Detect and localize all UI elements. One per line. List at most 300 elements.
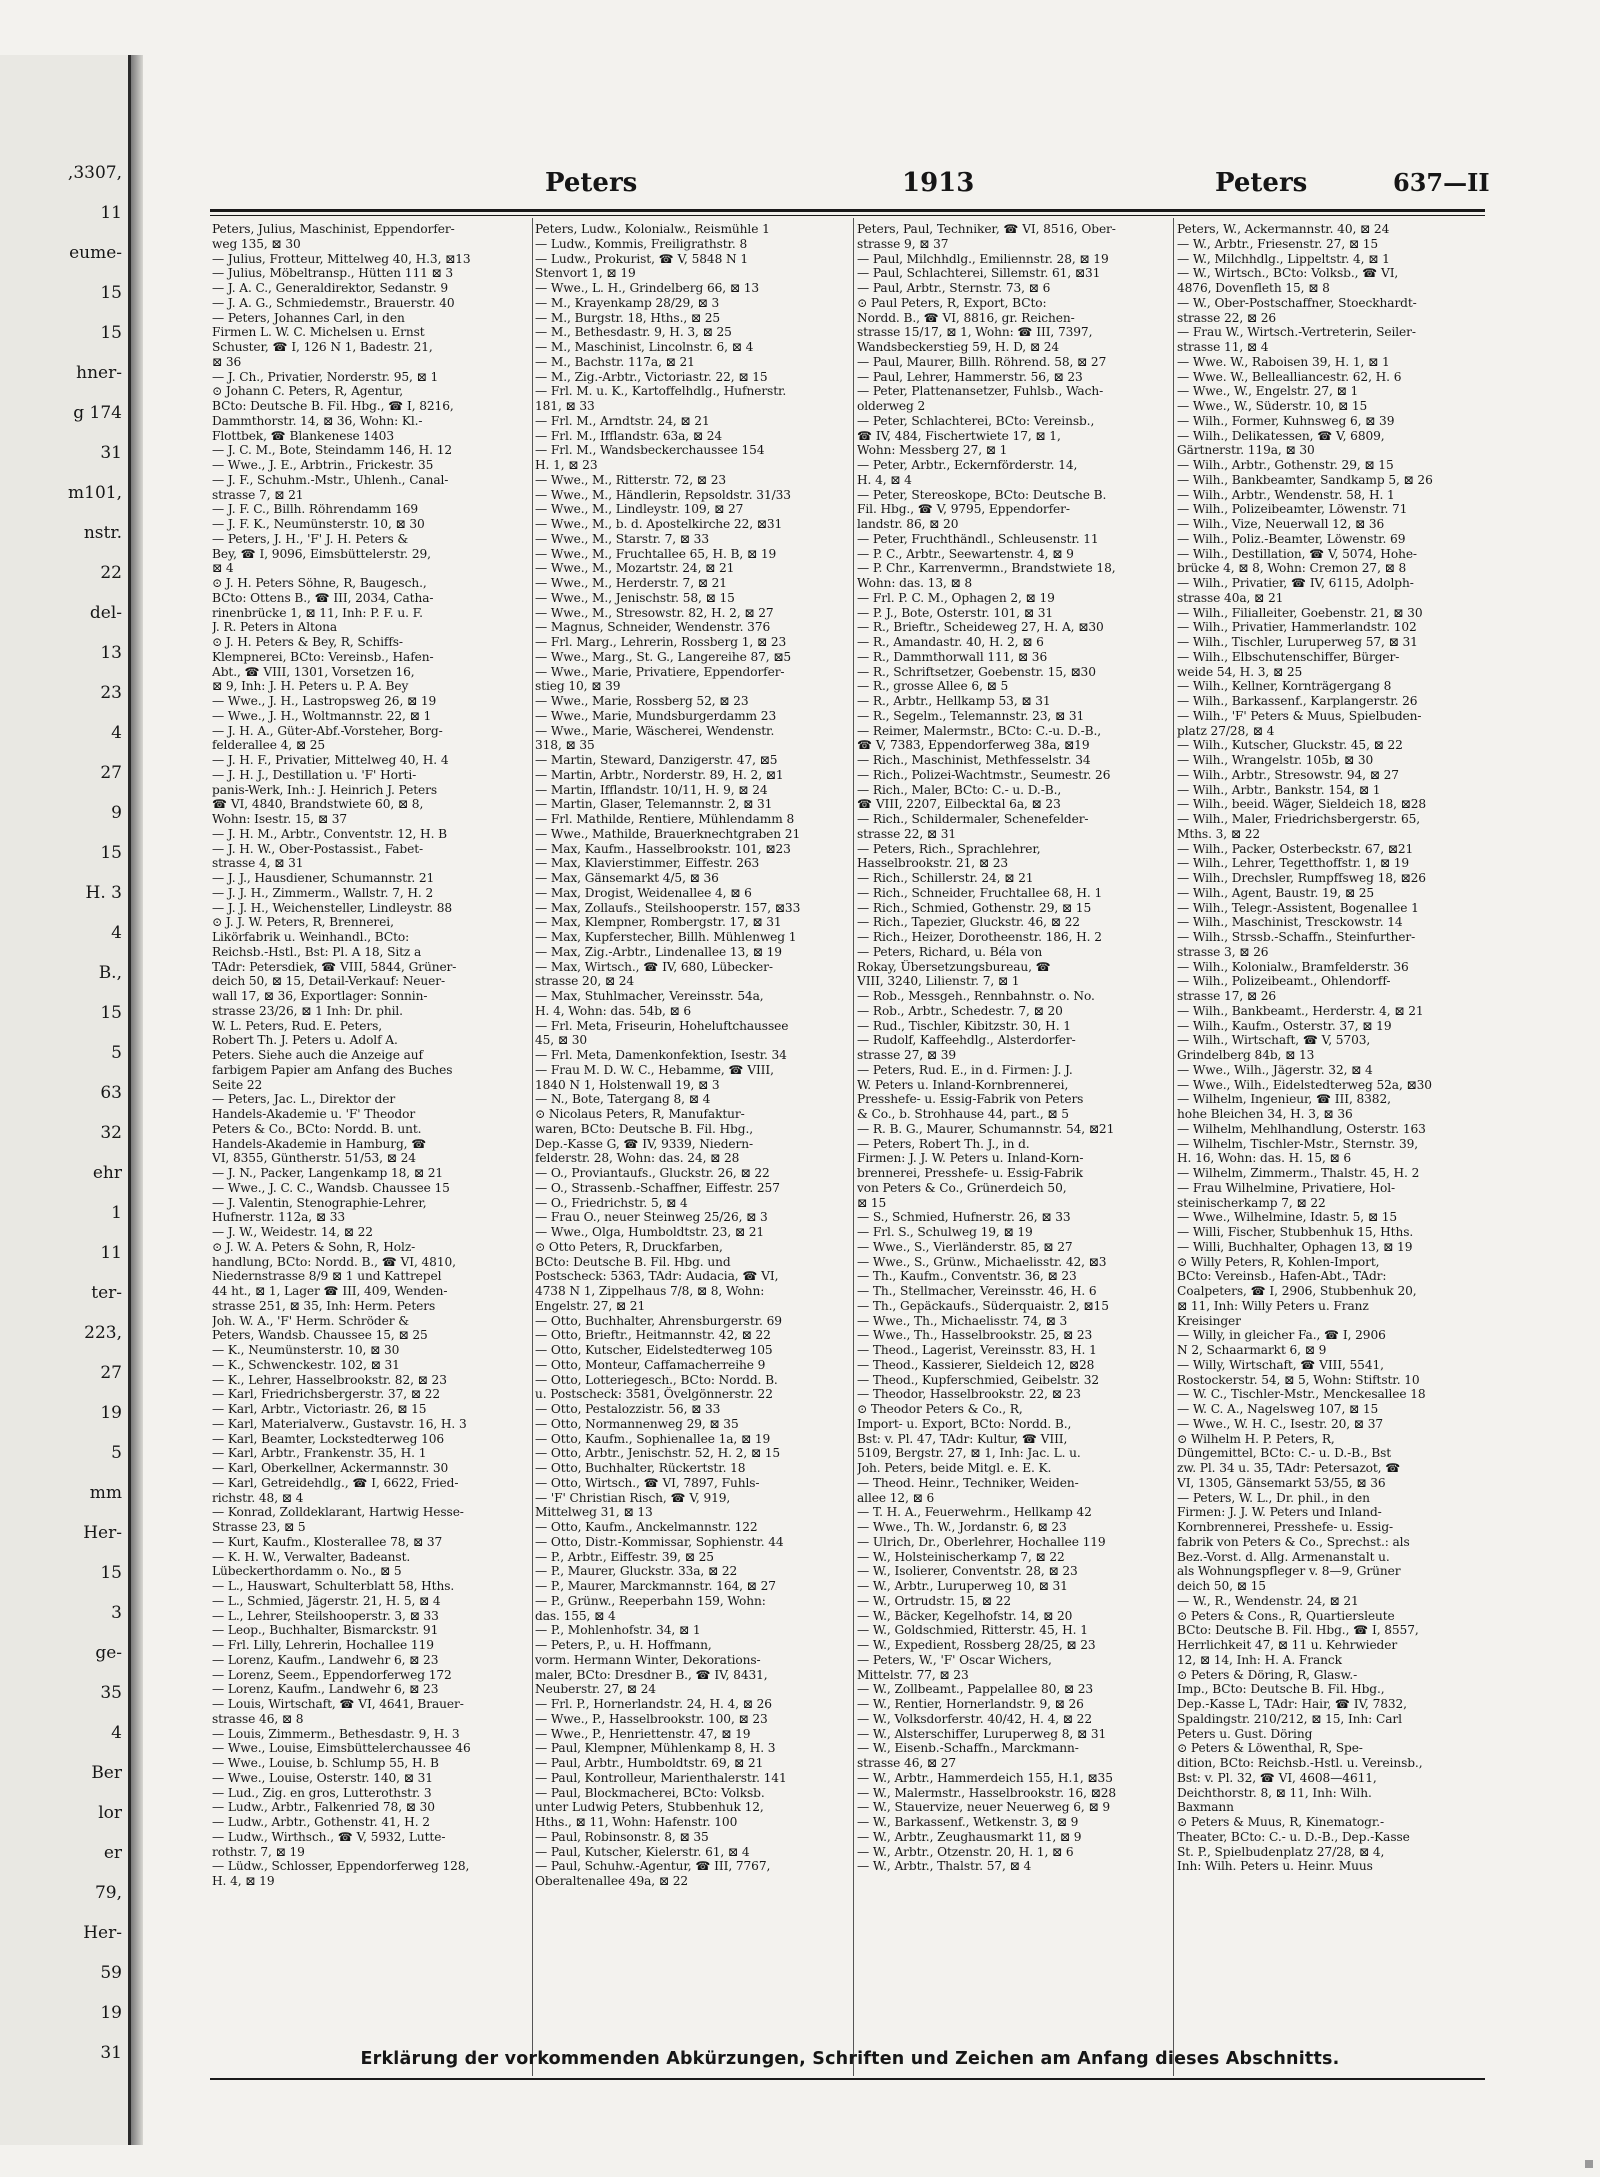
directory-entry-line: — Wilh., Wirtschaft, ☎ V, 5703, [1177, 1033, 1371, 1048]
directory-entry-line: — P. J., Bote, Osterstr. 101, ⊠ 31 [857, 605, 1054, 620]
directory-entry-line: — Otto, Wirtsch., ☎ VI, 7897, Fuhls- [535, 1475, 760, 1490]
directory-entry-line: Peters, Ludw., Kolonialw., Reismühle 1 [535, 222, 770, 236]
directory-entry-line: BCto: Deutsche B. Fil. Hbg., ☎ I, 8557, [1177, 1623, 1419, 1638]
directory-entry-line: — Karl, Materialverw., Gustavstr. 16, H. 3 [212, 1416, 467, 1431]
directory-entry-line: — Wilh., Packer, Osterbeckstr. 67, ⊠21 [1177, 841, 1414, 856]
directory-entry-line: weg 135, ⊠ 30 [212, 236, 301, 251]
header-rule [210, 209, 1485, 212]
directory-entry-line: — Frl. M., Arndtstr. 24, ⊠ 21 [535, 413, 710, 428]
directory-column-1 [212, 222, 527, 1889]
directory-entry-line: — Peter, Stereoskope, BCto: Deutsche B. [857, 487, 1107, 502]
directory-entry-line: — Rich., Schildermaler, Schenefelder- [857, 812, 1089, 826]
directory-entry-line: TAdr: Petersdiek, ☎ VIII, 5844, Grüner- [212, 959, 457, 974]
directory-entry-line: — Wilh., Poliz.-Beamter, Löwenstr. 69 [1177, 531, 1406, 546]
directory-entry-line: strasse 11, ⊠ 4 [1177, 340, 1269, 354]
directory-entry-line: — Karl, Arbtr., Victoriastr. 26, ⊠ 15 [212, 1402, 427, 1416]
directory-entry-line: Peters. Siehe auch die Anzeige auf [212, 1048, 423, 1062]
directory-entry-line: & Co., b. Strohhause 44, part., ⊠ 5 [857, 1107, 1069, 1121]
directory-entry-line: ⊠ 11, Inh: Willy Peters u. Franz [1177, 1298, 1369, 1313]
directory-entry-line: H. 4, ⊠ 4 [857, 472, 912, 487]
directory-entry-line: — R. B. G., Maurer, Schumannstr. 54, ⊠21 [857, 1121, 1115, 1136]
directory-entry-line: — Wwe., Th., Hasselbrookstr. 25, ⊠ 23 [857, 1328, 1093, 1343]
directory-entry-line: — Theod., Lagerist, Vereinsstr. 83, H. 1 [857, 1343, 1097, 1357]
directory-entry-line: — Frl. Meta, Friseurin, Hoheluftchaussee [535, 1018, 789, 1033]
directory-entry-line: — Wwe., W., Engelstr. 27, ⊠ 1 [1177, 384, 1359, 399]
directory-entry-line: ⊙ Otto Peters, R, Druckfarben, [535, 1239, 723, 1254]
directory-entry-line: — W., Milchhdlg., Lippeltstr. 4, ⊠ 1 [1177, 251, 1390, 266]
directory-entry-line: wall 17, ⊠ 36, Exportlager: Sonnin- [212, 989, 428, 1003]
directory-entry-line: Neuberstr. 27, ⊠ 24 [535, 1682, 656, 1697]
directory-entry-line: — Peters, Richard, u. Béla von [857, 944, 1043, 959]
directory-entry-line: strasse 7, ⊠ 21 [212, 487, 304, 502]
directory-entry-line: Abt., ☎ VIII, 1301, Vorsetzen 16, [212, 664, 415, 679]
directory-entry-line: — Willi, Fischer, Stubbenhuk 15, Hths. [1177, 1225, 1414, 1239]
directory-entry-line: — Wilhelm, Zimmerm., Thalstr. 45, H. 2 [1177, 1166, 1420, 1180]
directory-entry-line: ⊠ 36 [212, 354, 242, 369]
directory-entry-line: — M., Maschinist, Lincolnstr. 6, ⊠ 4 [535, 340, 754, 354]
directory-entry-line: — Wwe., Marie, Wäscherei, Wendenstr. [535, 723, 775, 738]
directory-entry-line: Nordd. B., ☎ VI, 8816, gr. Reichen- [857, 310, 1075, 325]
directory-entry-line: Wohn: Isestr. 15, ⊠ 37 [212, 812, 348, 826]
directory-entry-line: — W., R., Wendenstr. 24, ⊠ 21 [1177, 1593, 1359, 1608]
directory-entry-line: — Wwe., Wilhelmine, Idastr. 5, ⊠ 15 [1177, 1210, 1398, 1225]
directory-entry-line: — Ludw., Arbtr., Gothenstr. 41, H. 2 [212, 1815, 430, 1829]
directory-entry-line: — Frl. Meta, Damenkonfektion, Isestr. 34 [535, 1048, 787, 1062]
directory-entry-line: 4738 N 1, Zippelhaus 7/8, ⊠ 8, Wohn: [535, 1284, 765, 1298]
directory-entry-line: Firmen: J. J. W. Peters u. Inland-Korn- [857, 1151, 1084, 1166]
directory-entry-line: ⊙ Peters & Cons., R, Quartiersleute [1177, 1608, 1395, 1623]
directory-column-3 [857, 222, 1172, 1874]
directory-entry-line: — Leop., Buchhalter, Bismarckstr. 91 [212, 1623, 439, 1638]
directory-entry-line: — J. F., Schuhm.-Mstr., Uhlenh., Canal- [212, 472, 449, 487]
directory-entry-line: BCto: Ottens B., ☎ III, 2034, Catha- [212, 590, 434, 605]
directory-entry-line: Mittelweg 31, ⊠ 13 [535, 1505, 653, 1520]
page-corner-mark [1585, 2160, 1593, 2168]
directory-entry-line: — J. A. G., Schmiedemstr., Brauerstr. 40 [212, 295, 455, 310]
directory-entry-line: landstr. 86, ⊠ 20 [857, 517, 959, 531]
facing-page-fragment: 22 [100, 563, 122, 583]
directory-entry-line: — Wilh., Agent, Baustr. 19, ⊠ 25 [1177, 885, 1375, 900]
directory-entry-line: — Wwe., M., Jenischstr. 58, ⊠ 15 [535, 590, 735, 605]
directory-entry-line: — Paul, Blockmacherei, BCto: Volksb. [535, 1785, 765, 1800]
directory-entry-line: — Ludw., Prokurist, ☎ V, 5848 N 1 [535, 251, 748, 266]
facing-page-fragment: 15 [100, 1563, 122, 1583]
directory-entry-line: — Frau M. D. W. C., Hebamme, ☎ VIII, [535, 1062, 774, 1077]
directory-entry-line: 4876, Dovenfleth 15, ⊠ 8 [1177, 281, 1330, 295]
directory-entry-line: VI, 1305, Gänsemarkt 53/55, ⊠ 36 [1177, 1475, 1386, 1490]
directory-entry-line: — W., Ortrudstr. 15, ⊠ 22 [857, 1593, 1012, 1608]
directory-entry-line: ⊙ Wilhelm H. P. Peters, R, [1177, 1431, 1335, 1446]
directory-entry-line: Joh. W. A., 'F' Herm. Schröder & [212, 1313, 409, 1328]
directory-entry-line: — Theod., Kupferschmied, Geibelstr. 32 [857, 1372, 1100, 1387]
directory-entry-line: — K., Lehrer, Hasselbrookstr. 82, ⊠ 23 [212, 1372, 447, 1387]
facing-page-fragment: 9 [111, 803, 122, 823]
directory-entry-line: — J. J. H., Zimmerm., Wallstr. 7, H. 2 [212, 885, 434, 900]
directory-entry-line: Wohn: Messberg 27, ⊠ 1 [857, 443, 1008, 458]
directory-entry-line: ☎ V, 7383, Eppendorferweg 38a, ⊠19 [857, 738, 1090, 753]
directory-entry-line: — Rob., Messgeh., Rennbahnstr. o. No. [857, 989, 1095, 1003]
directory-entry-line: Bst: v. Pl. 32, ☎ VI, 4608—4611, [1177, 1770, 1377, 1785]
directory-entry-line: — W., Arbtr., Otzenstr. 20, H. 1, ⊠ 6 [857, 1844, 1074, 1859]
directory-entry-line: — R., Brieftr., Scheideweg 27, H. A, ⊠30 [857, 620, 1104, 635]
directory-entry-line: — Wilh., Polizeibeamt., Ohlendorff- [1177, 974, 1391, 989]
directory-entry-line: ⊙ J. J. W. Peters, R, Brennerei, [212, 915, 394, 930]
directory-entry-line: — Th., Kaufm., Conventstr. 36, ⊠ 23 [857, 1269, 1077, 1284]
directory-entry-line: — Wwe., Marg., St. G., Langereihe 87, ⊠5 [535, 649, 792, 664]
directory-entry-line: Joh. Peters, beide Mitgl. e. E. K. [857, 1461, 1052, 1475]
facing-page-fragment: eume- [69, 243, 122, 263]
directory-entry-line: — Peter, Fruchthändl., Schleusenstr. 11 [857, 531, 1099, 546]
directory-entry-line: 318, ⊠ 35 [535, 738, 595, 753]
directory-entry-line: — O., Strassenb.-Schaffner, Eiffestr. 257 [535, 1180, 780, 1195]
directory-entry-line: brücke 4, ⊠ 8, Wohn: Cremon 27, ⊠ 8 [1177, 561, 1407, 576]
directory-entry-line: Hasselbrookstr. 21, ⊠ 23 [857, 856, 1009, 871]
directory-entry-line: — Paul, Lehrer, Hammerstr. 56, ⊠ 23 [857, 369, 1083, 384]
directory-entry-line: — Ludw., Kommis, Freiligrathstr. 8 [535, 236, 748, 251]
directory-entry-line: — Paul, Kontrolleur, Marienthalerstr. 141 [535, 1770, 787, 1785]
directory-entry-line: — Louis, Zimmerm., Bethesdastr. 9, H. 3 [212, 1726, 460, 1741]
directory-entry-line: — Frau O., neuer Steinweg 25/26, ⊠ 3 [535, 1210, 768, 1225]
directory-entry-line: — Peters, Jac. L., Direktor der [212, 1092, 396, 1107]
directory-entry-line: — W., Expedient, Rossberg 28/25, ⊠ 23 [857, 1638, 1096, 1652]
directory-entry-line: — O., Friedrichstr. 5, ⊠ 4 [535, 1195, 688, 1210]
directory-entry-line: Rokay, Übersetzungsbureau, ☎ [857, 959, 1051, 974]
directory-entry-line: — R., Dammthorwall 111, ⊠ 36 [857, 649, 1048, 664]
directory-entry-line: strasse 22, ⊠ 26 [1177, 310, 1277, 325]
directory-entry-line: — Wwe., J. H., Woltmannstr. 22, ⊠ 1 [212, 708, 432, 723]
directory-entry-line: — Wwe., P., Hasselbrookstr. 100, ⊠ 23 [535, 1711, 768, 1726]
directory-entry-line: — W., Volksdorferstr. 40/42, H. 4, ⊠ 22 [857, 1711, 1092, 1726]
directory-entry-line: waren, BCto: Deutsche B. Fil. Hbg., [535, 1121, 753, 1136]
directory-entry-line: — 'F' Christian Risch, ☎ V, 919, [535, 1490, 731, 1505]
directory-entry-line: — Wilh., Bankbeamt., Herderstr. 4, ⊠ 21 [1177, 1003, 1424, 1018]
directory-entry-line: — Wwe. W., Bellealliancestr. 62, H. 6 [1177, 369, 1402, 384]
directory-entry-line: — K. H. W., Verwalter, Badeanst. [212, 1549, 411, 1564]
facing-page-fragment: 13 [100, 643, 122, 663]
facing-page-fragment: 4 [111, 723, 122, 743]
directory-entry-line: — Wilh., Kolonialw., Bramfelderstr. 36 [1177, 959, 1409, 974]
directory-entry-line: — Wwe., P., Henriettenstr. 47, ⊠ 19 [535, 1726, 751, 1741]
facing-page-fragment: 11 [100, 1243, 122, 1263]
directory-entry-line: — Max, Wirtsch., ☎ IV, 680, Lübecker- [535, 959, 773, 974]
facing-page-fragment: 223, [84, 1323, 122, 1343]
facing-page-fragment: 59 [100, 1963, 122, 1983]
directory-entry-line: — Ludw., Arbtr., Falkenried 78, ⊠ 30 [212, 1800, 435, 1815]
directory-entry-line: strasse 40a, ⊠ 21 [1177, 590, 1284, 605]
directory-entry-line: — Wwe., Th., Michaelisstr. 74, ⊠ 3 [857, 1313, 1068, 1328]
directory-entry-line: Handels-Akademie u. 'F' Theodor [212, 1107, 416, 1121]
directory-entry-line: strasse 23/26, ⊠ 1 Inh: Dr. phil. [212, 1003, 403, 1018]
directory-entry-line: — Frl. P., Hornerlandstr. 24, H. 4, ⊠ 26 [535, 1697, 772, 1711]
directory-entry-line: — Wwe. W., Raboisen 39, H. 1, ⊠ 1 [1177, 354, 1390, 369]
directory-entry-line: — Otto, Normannenweg 29, ⊠ 35 [535, 1416, 739, 1431]
directory-entry-line: — Wilh., Vize, Neuerwall 12, ⊠ 36 [1177, 517, 1385, 531]
directory-entry-line: — W., Wirtsch., BCto: Volksb., ☎ VI, [1177, 266, 1399, 281]
directory-entry-line: Wohn: das. 13, ⊠ 8 [857, 576, 973, 590]
facing-page-fragment: 35 [100, 1683, 122, 1703]
directory-entry-line: 12, ⊠ 14, Inh: H. A. Franck [1177, 1652, 1342, 1667]
directory-entry-line: Fil. Hbg., ☎ V, 9795, Eppendorfer- [857, 502, 1070, 517]
directory-entry-line: ⊙ Johann C. Peters, R, Agentur, [212, 384, 404, 399]
directory-entry-line: deich 50, ⊠ 15, Detail-Verkauf: Neuer- [212, 974, 446, 989]
directory-entry-line: — Wwe., J. E., Arbtrin., Frickestr. 35 [212, 458, 434, 472]
directory-entry-line: strasse 3, ⊠ 26 [1177, 944, 1269, 959]
column-separator [532, 218, 533, 2076]
directory-entry-line: — Wilh., Arbtr., Wendenstr. 58, H. 1 [1177, 487, 1395, 502]
directory-entry-line: — Willi, Buchhalter, Ophagen 13, ⊠ 19 [1177, 1239, 1413, 1254]
page-header [200, 168, 1490, 208]
directory-entry-line: — Peters, Robert Th. J., in d. [857, 1136, 1030, 1151]
directory-entry-line: Bey, ☎ I, 9096, Eimsbüttelerstr. 29, [212, 546, 431, 561]
directory-entry-line: — W., Bäcker, Kegelhofstr. 14, ⊠ 20 [857, 1608, 1073, 1623]
directory-entry-line: — Otto, Buchhalter, Rückertstr. 18 [535, 1461, 746, 1475]
directory-entry-line: — Max, Klavierstimmer, Eiffestr. 263 [535, 856, 760, 871]
directory-entry-line: — Wwe., M., Lindleystr. 109, ⊠ 27 [535, 502, 744, 517]
directory-entry-line: — Wilh., Arbtr., Bankstr. 154, ⊠ 1 [1177, 782, 1381, 797]
facing-page-fragment: ge- [95, 1643, 122, 1663]
directory-entry-line: Herrlichkeit 47, ⊠ 11 u. Kehrwieder [1177, 1638, 1398, 1652]
directory-entry-line: — Rich., Tapezier, Gluckstr. 46, ⊠ 22 [857, 915, 1080, 930]
directory-entry-line: — Ulrich, Dr., Oberlehrer, Hochallee 119 [857, 1534, 1106, 1549]
directory-entry-line: strasse 15/17, ⊠ 1, Wohn: ☎ III, 7397, [857, 325, 1093, 340]
directory-entry-line: — W., Alsterschiffer, Luruperweg 8, ⊠ 31 [857, 1726, 1107, 1741]
directory-entry-line: — Julius, Frotteur, Mittelweg 40, H.3, ⊠13 [212, 251, 471, 266]
directory-entry-line: Theater, BCto: C.- u. D.-B., Dep.-Kasse [1177, 1829, 1410, 1844]
directory-entry-line: ⊙ Paul Peters, R, Export, BCto: [857, 295, 1047, 310]
directory-entry-line: hohe Bleichen 34, H. 3, ⊠ 36 [1177, 1107, 1353, 1121]
directory-entry-line: Mittelstr. 77, ⊠ 23 [857, 1667, 969, 1682]
directory-entry-line: — R., Schriftsetzer, Goebenstr. 15, ⊠30 [857, 664, 1096, 679]
directory-entry-line: — Frl. S., Schulweg 19, ⊠ 19 [857, 1225, 1033, 1239]
directory-entry-line: N 2, Schaarmarkt 6, ⊠ 9 [1177, 1343, 1327, 1357]
directory-entry-line: 45, ⊠ 30 [535, 1033, 588, 1048]
directory-entry-line: — Otto, Buchhalter, Ahrensburgerstr. 69 [535, 1313, 782, 1328]
directory-entry-line: — P., Maurer, Gluckstr. 33a, ⊠ 22 [535, 1564, 738, 1579]
facing-page-fragment: ,3307, [67, 163, 122, 183]
directory-entry-line: — Paul, Kutscher, Kielerstr. 61, ⊠ 4 [535, 1844, 750, 1859]
directory-entry-line: — J. N., Packer, Langenkamp 18, ⊠ 21 [212, 1166, 444, 1180]
directory-entry-line: rothstr. 7, ⊠ 19 [212, 1844, 305, 1859]
directory-entry-line: Import- u. Export, BCto: Nordd. B., [857, 1416, 1072, 1431]
directory-entry-line: — Wilh., Destillation, ☎ V, 5074, Hohe- [1177, 546, 1417, 561]
directory-entry-line: deich 50, ⊠ 15 [1177, 1579, 1266, 1593]
directory-entry-line: maler, BCto: Dresdner B., ☎ IV, 8431, [535, 1667, 768, 1682]
directory-entry-line: felderallee 4, ⊠ 25 [212, 738, 326, 753]
directory-entry-line: — W., Holsteinischerkamp 7, ⊠ 22 [857, 1549, 1065, 1564]
directory-entry-line: — Frl. Mathilde, Rentiere, Mühlendamm 8 [535, 812, 795, 826]
directory-entry-line: ☎ VI, 4840, Brandstwiete 60, ⊠ 8, [212, 797, 424, 812]
directory-entry-line: — W., Ober-Postschaffner, Stoeckhardt- [1177, 295, 1417, 310]
directory-entry-line: — Karl, Getreidehdlg., ☎ I, 6622, Fried- [212, 1475, 459, 1490]
directory-entry-line: — Otto, Distr.-Kommissar, Sophienstr. 44 [535, 1534, 784, 1549]
header-year: 1913 [902, 168, 975, 198]
directory-entry-line: VIII, 3240, Lilienstr. 7, ⊠ 1 [857, 974, 1020, 989]
directory-entry-line: VI, 8355, Güntherstr. 51/53, ⊠ 24 [212, 1151, 416, 1166]
facing-page-fragment: 23 [100, 683, 122, 703]
directory-entry-line: strasse 27, ⊠ 39 [857, 1048, 957, 1062]
directory-entry-line: — J. W., Weidestr. 14, ⊠ 22 [212, 1225, 373, 1239]
directory-entry-line: ⊠ 15 [857, 1195, 887, 1210]
directory-entry-line: — Lud., Zig. en gros, Lutterothstr. 3 [212, 1785, 432, 1800]
directory-entry-line: Dammthorstr. 14, ⊠ 36, Wohn: Kl.- [212, 413, 423, 428]
directory-entry-line: — W. C. A., Nagelsweg 107, ⊠ 15 [1177, 1402, 1379, 1416]
directory-entry-line: — Magnus, Schneider, Wendenstr. 376 [535, 620, 771, 635]
directory-entry-line: weide 54, H. 3, ⊠ 25 [1177, 664, 1303, 679]
directory-entry-line: — Rob., Arbtr., Schedestr. 7, ⊠ 20 [857, 1003, 1063, 1018]
directory-entry-line: — Wilh., Bankbeamter, Sandkamp 5, ⊠ 26 [1177, 472, 1433, 487]
directory-entry-line: Peters, W., Ackermannstr. 40, ⊠ 24 [1177, 222, 1390, 236]
directory-entry-line: — L., Lehrer, Steilshooperstr. 3, ⊠ 33 [212, 1608, 439, 1623]
directory-entry-line: strasse 9, ⊠ 37 [857, 236, 949, 251]
directory-entry-line: — Wilh., Kellner, Kornträgergang 8 [1177, 679, 1392, 694]
facing-page-fragment: 5 [111, 1443, 122, 1463]
directory-entry-line: ⊠ 4 [212, 561, 234, 576]
directory-entry-line: — Karl, Oberkellner, Ackermannstr. 30 [212, 1461, 449, 1475]
directory-entry-line: — Frl. Marg., Lehrerin, Rossberg 1, ⊠ 23 [535, 635, 787, 649]
facing-page-fragment: er [103, 1843, 122, 1863]
directory-entry-line: — Wwe., Th. W., Jordanstr. 6, ⊠ 23 [857, 1520, 1067, 1534]
directory-entry-line: allee 12, ⊠ 6 [857, 1490, 935, 1505]
directory-entry-line: — Max, Kaufm., Hasselbrookstr. 101, ⊠23 [535, 841, 791, 856]
directory-entry-line: — Max, Klempner, Rombergstr. 17, ⊠ 31 [535, 915, 782, 930]
directory-entry-line: W. L. Peters, Rud. E. Peters, [212, 1018, 383, 1033]
facing-page-fragment: 27 [100, 763, 122, 783]
directory-entry-line: 44 ht., ⊠ 1, Lager ☎ III, 409, Wenden- [212, 1284, 448, 1298]
directory-entry-line: — Rudolf, Kaffeehdlg., Alsterdorfer- [857, 1033, 1076, 1048]
directory-entry-line: — Lüdw., Schlosser, Eppendorferweg 128, [212, 1859, 470, 1874]
directory-entry-line: — Max, Stuhlmacher, Vereinsstr. 54a, [535, 989, 764, 1003]
directory-entry-line: — J. Valentin, Stenographie-Lehrer, [212, 1195, 427, 1210]
directory-entry-line: — M., Bethesdastr. 9, H. 3, ⊠ 25 [535, 325, 732, 340]
directory-entry-line: — Rich., Schillerstr. 24, ⊠ 21 [857, 871, 1034, 885]
directory-entry-line: — Rich., Maschinist, Methfesselstr. 34 [857, 753, 1091, 767]
book-gutter [131, 55, 143, 2145]
directory-entry-line: — Wilh., Telegr.-Assistent, Bogenallee 1 [1177, 900, 1419, 915]
directory-entry-line: — Wilh., Barkassenf., Karplangerstr. 26 [1177, 694, 1418, 708]
directory-entry-line: strasse 22, ⊠ 31 [857, 826, 957, 841]
directory-entry-line: — W. C., Tischler-Mstr., Menckesallee 18 [1177, 1387, 1426, 1402]
directory-entry-line: — Reimer, Malermstr., BCto: C.-u. D.-B., [857, 723, 1102, 738]
directory-entry-line: — Max, Kupferstecher, Billh. Mühlenweg 1 [535, 930, 797, 944]
directory-entry-line: — Frau W., Wirtsch.-Vertreterin, Seiler- [1177, 325, 1416, 340]
directory-entry-line: — P., Arbtr., Eiffestr. 39, ⊠ 25 [535, 1549, 714, 1564]
directory-entry-line: ⊙ Willy Peters, R, Kohlen-Import, [1177, 1254, 1380, 1269]
facing-page-fragment: 1 [111, 1203, 122, 1223]
directory-entry-line: felderstr. 28, Wohn: das. 24, ⊠ 28 [535, 1151, 740, 1166]
directory-entry-line: — Rich., Schneider, Fruchtallee 68, H. 1 [857, 885, 1103, 900]
directory-entry-line: Kornbrennerei, Presshefe- u. Essig- [1177, 1520, 1394, 1534]
directory-entry-line: — Otto, Arbtr., Jenischstr. 52, H. 2, ⊠ 15 [535, 1446, 781, 1461]
directory-entry-line: — S., Schmied, Hufnerstr. 26, ⊠ 33 [857, 1210, 1071, 1225]
directory-entry-line: Klempnerei, BCto: Vereinsb., Hafen- [212, 649, 434, 664]
directory-entry-line: — Wilh., Privatier, ☎ IV, 6115, Adolph- [1177, 576, 1414, 590]
directory-entry-line: — Wilh., Strssb.-Schaffn., Steinfurther- [1177, 930, 1416, 944]
directory-entry-line: farbigem Papier am Anfang des Buches [212, 1062, 453, 1077]
directory-entry-line: — Max, Gänsemarkt 4/5, ⊠ 36 [535, 871, 719, 885]
directory-entry-line: — W., Goldschmied, Ritterstr. 45, H. 1 [857, 1623, 1088, 1638]
directory-entry-line: — P. C., Arbtr., Seewartenstr. 4, ⊠ 9 [857, 546, 1074, 561]
directory-entry-line: das. 155, ⊠ 4 [535, 1608, 616, 1623]
directory-entry-line: W. Peters u. Inland-Kornbrennerei, [857, 1077, 1069, 1092]
facing-page-fragment: 4 [111, 923, 122, 943]
directory-entry-line: — Rich., Polizei-Wachtmstr., Seumestr. 26 [857, 767, 1111, 782]
header-rule-thin [210, 215, 1485, 216]
directory-entry-line: — Wilh., Privatier, Hammerlandstr. 102 [1177, 620, 1417, 635]
directory-entry-line: Likörfabrik u. Weinhandl., BCto: [212, 930, 410, 944]
directory-entry-line: — W., Barkassenf., Wetkenstr. 3, ⊠ 9 [857, 1815, 1079, 1829]
directory-entry-line: Dep.-Kasse G, ☎ IV, 9339, Niedern- [535, 1136, 754, 1151]
directory-entry-line: — Max, Zig.-Arbtr., Lindenallee 13, ⊠ 19 [535, 944, 782, 959]
facing-page-fragment: 15 [100, 843, 122, 863]
directory-entry-line: 1840 N 1, Holstenwall 19, ⊠ 3 [535, 1077, 720, 1092]
directory-entry-line: — Wwe., Marie, Rossberg 52, ⊠ 23 [535, 694, 749, 708]
directory-entry-line: Seite 22 [212, 1077, 263, 1092]
facing-page-fragment: mm [89, 1483, 122, 1503]
directory-entry-line: — M., Burgstr. 18, Hths., ⊠ 25 [535, 310, 721, 325]
directory-entry-line: — Wilh., beeid. Wäger, Sieldeich 18, ⊠28 [1177, 797, 1427, 812]
directory-entry-line: — Peters, W. L., Dr. phil., in den [1177, 1490, 1370, 1505]
directory-entry-line: — R., Arbtr., Hellkamp 53, ⊠ 31 [857, 694, 1051, 708]
directory-entry-line: Baxmann [1177, 1800, 1234, 1815]
facing-page-fragment: 79, [94, 1883, 122, 1903]
directory-entry-line: — P., Mohlenhofstr. 34, ⊠ 1 [535, 1623, 701, 1638]
directory-entry-line: ⊙ Peters & Löwenthal, R, Spe- [1177, 1741, 1363, 1756]
directory-entry-line: — Otto, Monteur, Caffamacherreihe 9 [535, 1357, 766, 1372]
directory-entry-line: — Peters, J. H., 'F' J. H. Peters & [212, 531, 409, 546]
directory-column-2 [535, 222, 850, 1889]
facing-page-fragment: H. 3 [85, 883, 122, 903]
directory-entry-line: ⊙ Nicolaus Peters, R, Manufaktur- [535, 1107, 745, 1121]
facing-page-fragment: 19 [100, 1403, 122, 1423]
facing-page-fragment: 11 [100, 203, 122, 223]
directory-entry-line: von Peters & Co., Grünerdeich 50, [857, 1180, 1067, 1195]
directory-entry-line: — Otto, Brieftr., Heitmannstr. 42, ⊠ 22 [535, 1328, 771, 1343]
directory-entry-line: Handels-Akademie in Hamburg, ☎ [212, 1136, 427, 1151]
directory-entry-line: — Theod., Kassierer, Sieldeich 12, ⊠28 [857, 1357, 1095, 1372]
directory-entry-line: — Frl. P. C. M., Ophagen 2, ⊠ 19 [857, 590, 1055, 605]
directory-entry-line: — Frl. M., Wandsbeckerchaussee 154 [535, 443, 765, 458]
directory-entry-line: — O., Proviantaufs., Gluckstr. 26, ⊠ 22 [535, 1166, 770, 1180]
directory-entry-line: strasse 251, ⊠ 35, Inh: Herm. Peters [212, 1298, 436, 1313]
directory-entry-line: H. 4, ⊠ 19 [212, 1874, 275, 1888]
directory-entry-line: Stenvort 1, ⊠ 19 [535, 266, 636, 281]
directory-entry-line: — Frl. Lilly, Lehrerin, Hochallee 119 [212, 1638, 434, 1652]
directory-entry-line: H. 4, Wohn: das. 54b, ⊠ 6 [535, 1003, 692, 1018]
directory-entry-line: ⊙ Peters & Döring, R, Glasw.- [1177, 1667, 1358, 1682]
directory-entry-line: — Wwe., M., b. d. Apostelkirche 22, ⊠31 [535, 517, 783, 531]
directory-entry-line: vorm. Hermann Winter, Dekorations- [535, 1652, 761, 1667]
directory-entry-line: — Wwe., Wilh., Eidelstedterweg 52a, ⊠30 [1177, 1077, 1432, 1092]
directory-entry-line: 5109, Bergstr. 27, ⊠ 1, Inh: Jac. L. u. [857, 1446, 1081, 1461]
directory-entry-line: Postscheck: 5363, TAdr: Audacia, ☎ VI, [535, 1269, 779, 1284]
directory-entry-line: — Peter, Plattenansetzer, Fuhlsb., Wach- [857, 384, 1104, 399]
directory-entry-line: — W., Arbtr., Zeughausmarkt 11, ⊠ 9 [857, 1829, 1082, 1844]
directory-entry-line: BCto: Deutsche B. Fil. Hbg. und [535, 1254, 731, 1269]
directory-entry-line: Hufnerstr. 112a, ⊠ 33 [212, 1210, 346, 1225]
facing-page-edge [0, 55, 131, 2145]
directory-entry-line: — W., Arbtr., Luruperweg 10, ⊠ 31 [857, 1579, 1068, 1593]
directory-entry-line: — Wilh., Drechsler, Rumpffsweg 18, ⊠26 [1177, 871, 1426, 885]
directory-entry-line: olderweg 2 [857, 399, 926, 413]
directory-entry-line: Reichsb.-Hstl., Bst: Pl. A 18, Sitz a [212, 944, 422, 959]
directory-entry-line: — K., Neumünsterstr. 10, ⊠ 30 [212, 1343, 400, 1357]
directory-entry-line: — Willy, Wirtschaft, ☎ VIII, 5541, [1177, 1357, 1384, 1372]
directory-entry-line: — Wwe., Wilh., Jägerstr. 32, ⊠ 4 [1177, 1062, 1373, 1077]
directory-entry-line: — Wwe., L. H., Grindelberg 66, ⊠ 13 [535, 281, 760, 295]
directory-entry-line: — L., Schmied, Jägerstr. 21, H. 5, ⊠ 4 [212, 1593, 441, 1608]
directory-entry-line: — Martin, Ifflandstr. 10/11, H. 9, ⊠ 24 [535, 782, 768, 797]
directory-entry-line: — Rich., Maler, BCto: C.- u. D.-B., [857, 782, 1062, 797]
